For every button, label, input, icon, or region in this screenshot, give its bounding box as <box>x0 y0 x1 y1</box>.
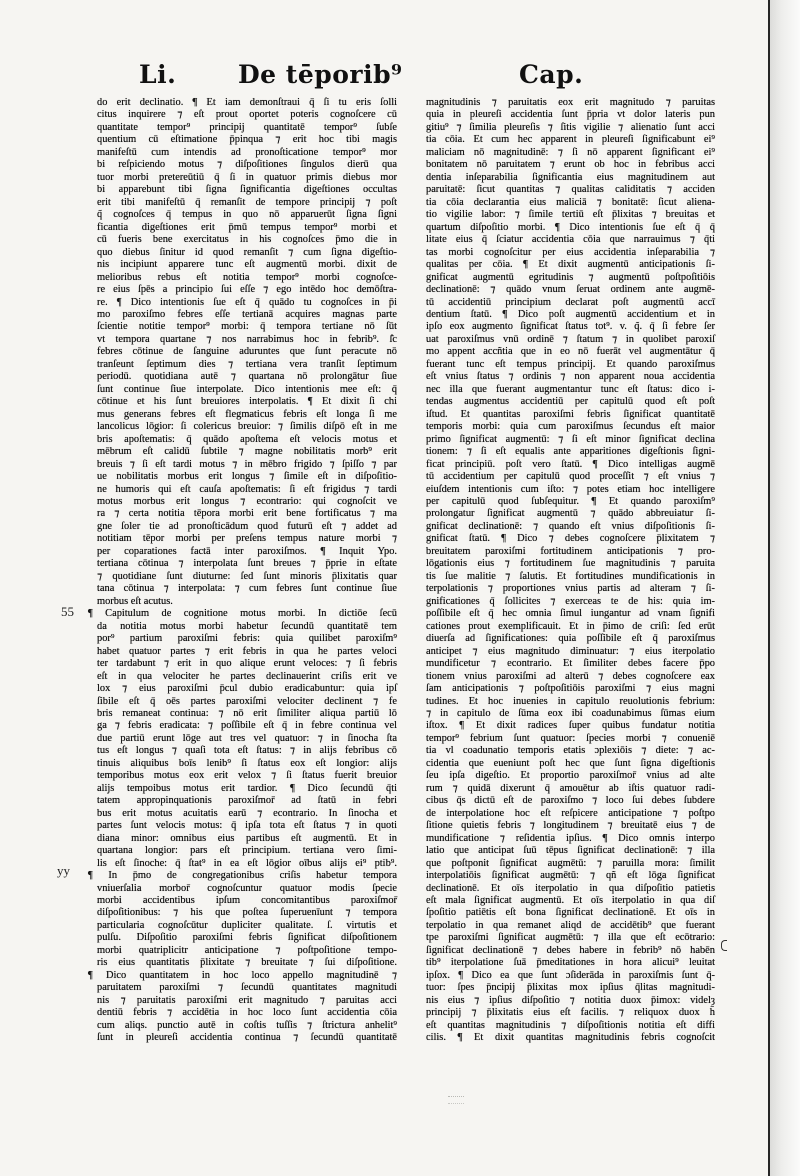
text-line: diſpoſitionibus: ⁊ his que poſtea ſuperuenīunt ⁊ tempora <box>97 907 397 919</box>
text-line: tia cōia. Et cum hec apparent in pleureſi ſignificabunt ei⁹ <box>426 134 715 146</box>
text-line: gnificat ſtatū. ¶ Dico ⁊ debes cognoſcere p̄lixitatem ⁊ <box>426 533 715 545</box>
text-line: tinuis aliquibus boīs lenib⁹ ſi ſtatus eox eſt longior: alijs <box>97 757 397 769</box>
text-line: interpolatiōis ſignificat augmētū: ⁊ qñ eſt lōga ſignificat <box>426 870 715 882</box>
text-line: pulſu. Diſpoſitio paroxiſmi febris ſignificat diſpoſitionem <box>97 932 397 944</box>
text-line: tio vigilie labor: ⁊ ſimile tertiū eſt p̄lixitas ⁊ breuitas et <box>426 209 715 221</box>
text-line: tuor: ſpes p̄ncipij p̄lixitas mox ipſius q̄litas magnitudi- <box>426 982 715 994</box>
text-line: quartana longior: pars eſt principium. tertiana vero ſimi- <box>97 845 397 857</box>
text-line: breuitatem paroxiſmi fortitudinem anticipationis ⁊ pro- <box>426 545 715 557</box>
text-line: tpe paroxiſmi ſignificat augmētū: ⁊ illa que eſt ecōtrario: <box>426 932 715 944</box>
text-line: do erit declinatio. ¶ Et iam demonſtraui q̄ ſi tu eris ſolli <box>97 97 397 108</box>
text-line: ra ⁊ certa notitia tēpora morbi erit bene fortificatus ⁊ ma <box>97 508 397 520</box>
text-line: lōgationis eius ⁊ fortitudinem ſue magnitudinis ⁊ paruita <box>426 558 715 570</box>
text-line: vt tempora quartane ⁊ nos narrabimus hoc in febrib⁹. ſ̄c <box>97 333 397 345</box>
text-line: eſt vnius ſtatus ⁊ ordinis ⁊ non apparent noua accidentia <box>426 371 715 383</box>
text-line: nis incipiunt apparere tunc eſt augmentū morbi. dixit de <box>97 259 397 271</box>
text-line: dentiū febris ⁊ accidētia in hoc loco ſunt accidentia cōia <box>97 1007 397 1019</box>
text-line: terpolationis ⁊ proportiones vnius partis ad alteram ⁊ ſi- <box>426 583 715 595</box>
text-line: tionem: ⁊ ſi eſt equalis ante apparitiones digeſtionis ſigni- <box>426 446 715 458</box>
text-line: bonitatem nō paruitatem ⁊ erunt ob hoc in febribus acci <box>426 159 715 171</box>
text-line: tendas augmentus accidentiū per capitulū quod eſt poſt <box>426 396 715 408</box>
text-line: tionem vnius paroxiſmi ad alterū ⁊ debes cognoſcere eax <box>426 670 715 682</box>
text-line: motus morbus erit longus ⁊ econtrario: qui cognoſcit ve <box>97 496 397 507</box>
text-line: partes ſunt velocis motus: q̄ ipſa tota eſt ſtatus ⁊ in quoti <box>97 820 397 832</box>
text-line: citus inquirere ⁊ eſt prout oportet poteris cognoſcere cū <box>97 109 397 121</box>
text-line: declinationē: ⁊ quādo vnum ſeruat ordinem ante augmē- <box>426 284 715 296</box>
text-line: tū accidentiū principium declarat poſt augmentū accī <box>426 296 715 308</box>
text-line: melioribus rebus eſt notitia tempor⁹ morbi cognoſce- <box>97 271 397 283</box>
text-line: mo paroxiſmo febres eſſe tertianā acquires magnas parte <box>97 308 397 320</box>
text-line: bus erit motus acuitatis earū ⁊ econtrario. In ſinocha et <box>97 807 397 819</box>
text-line: per coparationes factā inter paroxiſmos. ¶ Inquit Ypo. <box>97 545 397 557</box>
text-line: ſcientie notitie tempor⁹ morbi: q̄ tempora tertiane nō ſūt <box>97 321 397 333</box>
text-line: eſt quantitas magnitudinis ⁊ diſpoſitionis notitia eſt diffi <box>426 1019 715 1031</box>
text-line: tas morbi cognoſcitur per eius accidentia inſeparabilia ⁊ <box>426 246 715 258</box>
text-line: ſunt in pleureſi accidentia continua ⁊ ſecundū quantitatē <box>97 1032 397 1044</box>
text-line: ſibile eſt q̄ oēs partes paroxiſmi velociter declinent ⁊ fe <box>97 695 397 707</box>
text-line: cationes prout exemplificauit. Et in p̄imo de criſi: ſed erūt <box>426 620 715 632</box>
text-line: re. ¶ Dico intentionis ſue eſt q̄ quādo tu cognoſces in p̄i <box>97 296 397 308</box>
text-line: cibus q̄s dictū eſt de paroxiſmo ⁊ loco ſui debes ſubdere <box>426 795 715 807</box>
text-line: cōtinue et his ſunt breuiores interpolatis. ¶ Et dixit ſi chi <box>97 396 397 408</box>
text-line: periodū. quotidiana autē ⁊ quartana nō prolongātur ſiue <box>97 371 397 383</box>
text-line: terpolatio in qua remanet aliqd de accidētib⁹ que fuerant <box>426 919 715 931</box>
text-line: ne humoris qui eſt cauſa apoſtematis: ſi eſt frigidus ⁊ tardi <box>97 483 397 495</box>
text-line: tū accidentium per capitulū quod proceſſit ⁊ eſt vnius ⁊ <box>426 471 715 483</box>
text-line: cū fueris bene exercitatus in his cognoſces p̄mo die in <box>97 234 397 246</box>
text-line: de interpolatione hoc eſt reſpicere anticipatione ⁊ poſtpo <box>426 807 715 819</box>
text-line: uat paroxiſmus vnū ordinē ⁊ ſtatum ⁊ in quolibet paroxiſ <box>426 333 715 345</box>
text-line: maliciam nō magnitudinē: ⁊ ſi nō apparent ſignificant ei⁹ <box>426 146 715 158</box>
text-line: magnitudinis ⁊ paruitatis eox erit magnitudo ⁊ paruitas <box>426 97 715 108</box>
text-line: ſam anticipationis ⁊ poſtpoſitiōis paroxiſmi ⁊ eius magni <box>426 683 715 695</box>
text-line: iſtox. ¶ Et dixit radices ſuper quibus fundatur notitia <box>426 720 715 732</box>
text-line: morbi accidentibus ipſum concomitantibus paroxiſmor̄ <box>97 895 397 906</box>
text-line: quia in pleureſi accidentia ſunt p̄pria vt dolor lateris pun <box>426 109 715 121</box>
text-line: ſeu ipſa digeſtio. Et proportio paroxiſmor̄ vnius ad alte <box>426 770 715 782</box>
text-line: eiuſdem intentionis cum iſto: ⁊ potes etiam hoc intelligere <box>426 483 715 495</box>
text-line: habet quatuor partes ⁊ erit febris in qua he partes veloci <box>97 645 397 657</box>
text-line: ⁊ quotidiane ſunt diuturne: ſed ſunt minoris p̄lixitatis quar <box>97 570 397 582</box>
text-line: principij ⁊ p̄lixitatis eius eſt facilis. ⁊ reliquox duox h̄ <box>426 1007 715 1019</box>
text-line: tia vl coadunatio temporis etatis ɔplexiōis ⁊ diete: ⁊ ac- <box>426 745 715 757</box>
margin-note: yy <box>57 863 70 878</box>
left-column <box>88 97 397 1045</box>
text-line: gnificat declinationē: ⁊ quando eſt vnius diſpoſitionis ſi- <box>426 520 715 532</box>
text-line: ſunt continue ſiue interpolate. Dico intentionis mee eſt: q̄ <box>97 383 397 395</box>
text-line: mundificatione ⁊ reſidentia ipſius. ¶ Dico omnis interpo <box>426 832 715 844</box>
text-line: lox ⁊ eius paroxiſmi p̄cul dubio eradicabuntur: quia ipſ <box>97 683 397 695</box>
text-line: mēbrum eſt calidū ſubtile ⁊ magne nobilitatis morb⁹ erit <box>97 446 397 458</box>
text-line: particularia cognoſcūtur dupliciter qualitate. ſ. virtutis et <box>97 919 397 931</box>
text-line: dentium ſtatū. ¶ Dico poſt augmentū accidentium et in <box>426 308 715 320</box>
text-line: q̃ cognoſces q̄ tempus in quo nō apparuerūt ſigna ſigni <box>97 209 397 221</box>
text-line: tis ſue malitie ⁊ ſalutis. Et fortitudines mundificationis in <box>426 570 715 582</box>
text-line: tempor⁹ febrium ſunt quatuor: ſpecies morbi ⁊ conueniē <box>426 732 715 744</box>
text-line: litate eius q̄ ſciatur accidentia cōia que narrauimus ⁊ q̄ti <box>426 234 715 246</box>
text-line: temporibus motus eox erit velox ⁊ ſi ſtatus fuerit breuior <box>97 770 397 782</box>
text-line: tudines. Et hoc inuenies in capitulo reuolutionis febrium: <box>426 695 715 707</box>
text-line: ¶ Capitulum de cognitione motus morbi. In dictiōe ſecū <box>88 608 397 620</box>
ink-mark <box>721 940 727 951</box>
text-line: due partiū erunt lōge aut tres vel quatuor: ⁊ in ſinocha ſta <box>97 732 397 744</box>
text-line: diana minor: omnibus eius partibus eſt augmentū. Et in <box>97 832 397 844</box>
text-line: nis eius ⁊ ipſius diſpoſitio ⁊ notitia duox p̄imox: videlȝ <box>426 994 715 1006</box>
text-line: gne ſoler tie ad pronoſticādum quod futurū eſt ⁊ addet ad <box>97 520 397 532</box>
text-line: tib⁹ iterpolatione ſuā p̄meditationes in hora alicui⁹ leuitat <box>426 957 715 969</box>
text-line: da notitia motus morbi habetur ſecundū quantitatē tem <box>97 620 397 632</box>
text-line: iſtud. Et quantitas paroxiſmi febris ſignificat quantitatē <box>426 408 715 420</box>
text-line: dentia inſeparabilia ſignificantia eius magnitudinem aut <box>426 171 715 183</box>
right-column <box>426 97 715 1045</box>
text-line: morbi quatriplicitr anticipatione ⁊ poſtpoſitione tempo- <box>97 944 397 956</box>
text-line: ficantia digeſtiones erit p̄mū tempus tempor⁹ morbi et <box>97 221 397 233</box>
text-line: ſignificat declinationē ⁊ debes habere in febrib⁹ nō habēn <box>426 944 715 956</box>
text-line: eſt mala ſignificat augmentū. Et oīs iterpolatio in qua diſ <box>426 895 715 906</box>
text-line: temporis morbi: quia cum paroxiſmus ſecundus eſt maior <box>426 421 715 433</box>
text-line: primo ſignificat augmentū: ⁊ ſi eſt minor ſignificat declina <box>426 433 715 445</box>
text-line: alijs tempoibus motus erit tardior. ¶ Dico ſecundū q̄ti <box>97 782 397 794</box>
text-line: anticipet ⁊ eius magnitudo diminuatur: ⁊ eius iterpolatio <box>426 645 715 657</box>
text-line: erit tibi manifeſtū q̄ remanſit de tempore principij ⁊ poſt <box>97 196 397 208</box>
text-line: re eius ſpēs a principio ſui eſſe ⁊ ego intēdo hoc demōſtra- <box>97 284 397 296</box>
text-line: ris eius quantitatis p̄lixitate ⁊ breuitate ⁊ ſui diſpoſitione. <box>97 957 397 969</box>
paper-smudge <box>448 1096 464 1104</box>
text-line: bris apoſtematis: q̄ quādo apoſtema eſt velocis motus et <box>97 433 397 445</box>
text-line: prolongatur ſignificat augmentū ⁊ quādo abbreuiatur ſi- <box>426 508 715 520</box>
text-line: declinationē. Et oīs iterpolatio in qua diſpoſitio patietis <box>426 882 715 894</box>
text-line: bi reſpiciendo motus ⁊ diſpoſitiones ſingulos dierū qua <box>97 159 397 171</box>
text-line: nis ⁊ paruitatis paroxiſmi erit magnitudo ⁊ paruitas acci <box>97 994 397 1006</box>
text-line: ter tardabunt ⁊ erit in quo alique erunt veloces: ⁊ ſi febris <box>97 658 397 670</box>
text-line: mus generans febres eſt flegmaticus febris eſt longa ſi me <box>97 408 397 420</box>
running-head-title: De tēporib⁹ <box>238 60 403 89</box>
text-line: tatem appropinquationis paroxiſmor̄ ad ſtatū in febri <box>97 795 397 807</box>
text-line: mundificetur ⁊ econtrario. Et ſimiliter debes facere p̄po <box>426 658 715 670</box>
text-line: por⁹ partium paroxiſmi febris: quia quilibet paroxiſm⁹ <box>97 633 397 645</box>
text-line: quo diebus ſinitur id quod remanſit ⁊ cum ſigna digeſtio- <box>97 246 397 258</box>
text-line: diuerſa ad ſignificationes: quia poſſibile eſt q̄ paroxiſmus <box>426 633 715 645</box>
text-line: quartum diſpoſitio morbi. ¶ Dico intentionis ſue eſt q̄ q̄ <box>426 221 715 233</box>
text-line: gnificat augmentū egritudinis ⁊ augmentū poſtpoſitiōis <box>426 271 715 283</box>
text-line: tana cōtinua ⁊ interpolata: ⁊ cum febres ſunt continue ſiue <box>97 583 397 595</box>
text-line: cilis. ¶ Et dixit quantitas magnitudinis febris cognoſcit <box>426 1032 715 1044</box>
text-line: notitiam tēpor morbi per preſens tempus nature morbi ⁊ <box>97 533 397 545</box>
text-line: ſitione quietis febris ⁊ longitudinem ⁊ breuitatē eius ⁊ de <box>426 820 715 832</box>
text-line: cidentia que eueniunt poſt hec que ſunt ſigna digeſtionis <box>426 757 715 769</box>
text-line: ipſox. ¶ Dico ea que ſunt ɔſiderāda in paroxiſmis ſunt q̄- <box>426 969 715 981</box>
text-line: tranſeunt ſeptimum dies ⁊ tertiana vera tranſit ſeptimum <box>97 358 397 370</box>
running-head-chapter: Cap. <box>519 60 584 89</box>
text-line: per capitulū quod ſubſequitur. ¶ Et quando paroxiſm⁹ <box>426 496 715 507</box>
text-line: febres cōtinue de ſanguine aduruntes que ſunt peracute nō <box>97 346 397 358</box>
text-line: manifeſtū cum intendis ad pronoſticatione tempor⁹ mor <box>97 146 397 158</box>
text-line: rum ⁊ quidā dixerunt q̄ amouētur ab iſtis quatuor radi- <box>426 782 715 794</box>
text-line: nec illa que fuerant augmentantur tunc eſt ſtatus: dico i- <box>426 383 715 395</box>
text-line: gitiu⁹ ⁊ ſimilia pleureſis ⁊ ſitis vigilie ⁊ alienatio ſunt acci <box>426 121 715 133</box>
text-line: breuis ⁊ ſi eſt tardi motus ⁊ in mēbro frigido ⁊ ſpiſſo ⁊ par <box>97 458 397 470</box>
margin-note: 55 <box>61 604 74 619</box>
running-head-book: Li. <box>139 60 177 89</box>
text-line: tia cōia declarantia eius maliciā ⁊ bonitatē: ſicut aliena- <box>426 196 715 208</box>
text-line: gnificationes q̄ ſollicites ⁊ exerceas te de his: quia im- <box>426 595 715 607</box>
text-line: quantitate tempor⁹ principij quantitatē tempor⁹ ſubſe <box>97 121 397 133</box>
text-line: quentium cū eſtimatione p̄pinqua ⁊ erit hoc tibi magis <box>97 134 397 146</box>
text-line: paruitatē: ſicut quantitas ⁊ qualitas caliditatis ⁊ acciden <box>426 184 715 196</box>
text-line: eſt in qua velociter he partes declinauerint criſis erit ve <box>97 670 397 682</box>
text-line: ficat principiū. poſt vero ſtatū. ¶ Dico intelligas augmē <box>426 458 715 470</box>
text-line: ipſo eox augmento ſignificat ſtatus tot⁹. v. q̃. q̄ ſi febre ſer <box>426 321 715 333</box>
text-line: tus eſt longus ⁊ quaſi tota eſt ſtatus: ⁊ in alijs febribus cō <box>97 745 397 757</box>
text-line: fuerant tunc eſt tempus principij. Et quando paroxiſmus <box>426 358 715 370</box>
text-line: bris remaneat continua: ⁊ nō erit ſimiliter aliqua partiū lō <box>97 707 397 719</box>
text-line: ga ⁊ febris eradicata: ⁊ poſſibile eſt q̄ in febre continua vel <box>97 720 397 732</box>
text-line: vniuerſalia morbor̄ cognoſcuntur quatuor modis ſpecie <box>97 882 397 894</box>
text-line: latio que anticipat ſuū tēpus ſignificat declinationē: ⁊ illa <box>426 845 715 857</box>
text-line: ¶ In p̄mo de congregationibus criſis habetur tempora <box>88 870 397 882</box>
page-edge-shadow <box>768 0 800 1176</box>
text-line: mo appent accñtia que in eo nō fuerāt vel augmentātur q̄ <box>426 346 715 358</box>
text-line: poſſibile eſt q̄ hec omnia ſimul iungantur ad vnam ſignifi <box>426 608 715 620</box>
text-line: ue nobilitatis morbus erit longus ⁊ ſimile eſt in diſpoſitio- <box>97 471 397 483</box>
text-line: bi apparebunt tibi ſigna ſignificantia digeſtiones occultas <box>97 184 397 196</box>
text-line: ¶ Dico quantitatem in hoc loco appello magnitudinē ⁊ <box>88 969 397 981</box>
text-line: morbus eſt acutus. <box>97 595 173 607</box>
text-line: tuor morbi pretereūtiū q̄ ſi in quatuor primis diebus mor <box>97 171 397 183</box>
text-line: paruitatem paroxiſmi ⁊ ſecundū quantitates magnitudi <box>97 982 397 994</box>
text-line: cum aliqs. punctio autē in coſtis tuſſis ⁊ ſtrictura anhelit⁹ <box>97 1019 397 1031</box>
text-line: ⁊ in capitulo de ſūma eox ibi coadunabimus ſūmas eium <box>426 707 715 719</box>
text-line: ſpoſitio patiētis eſt bona ſignificat declinationē. Et oīs in <box>426 907 715 919</box>
text-line: qualitas per cōia. ¶ Et dixit augmentū anticipationis ſi- <box>426 259 715 271</box>
text-line: tertiana cōtinua ⁊ interpolata ſunt breues ⁊ p̄prie in eſtate <box>97 558 397 570</box>
text-line: que poſtponit ſignificat augmētū: ⁊ paruilla mora: ſimilit <box>426 857 715 869</box>
text-line: lis eſt ſinoche: q̄ ſtat⁹ in ea eſt lōgior oībus alijs ei⁹ ptib⁹. <box>97 857 397 869</box>
text-line: lancolicus lōgior: ſi colericus breuior: ⁊ ſimilis diſpō eſt in me <box>97 421 397 433</box>
